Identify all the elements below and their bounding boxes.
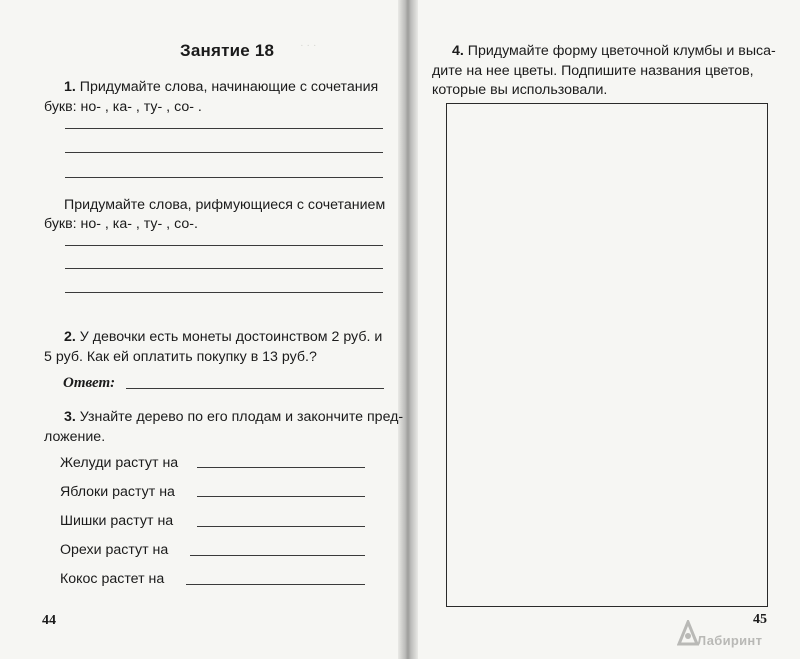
task1-line1 (64, 78, 378, 97)
answer-label: Ответ: (63, 375, 116, 391)
answer-line[interactable] (190, 555, 365, 556)
answer-line[interactable] (65, 128, 383, 129)
task2-text: У девочки есть монеты достоинством 2 руб. и (79, 329, 383, 345)
task2-line2: 5 руб. Как ей оплатить покупку в 13 руб.? (44, 349, 317, 365)
task2-number: 2. (64, 329, 76, 345)
task4-text: Придумайте форму цветочной клумбы и выса- (467, 43, 776, 59)
show-through-text: · · · (300, 40, 317, 52)
task1b-line1: Придумайте слова, рифмующиеся с сочетанием (64, 197, 386, 213)
labirint-logo-icon (677, 620, 699, 646)
sentence-cones: Шишки растут на (60, 513, 174, 529)
page-number-left: 44 (42, 613, 56, 628)
task1-text: Придумайте слова, начинающие с сочетания (79, 79, 379, 95)
answer-line[interactable] (197, 467, 365, 468)
task4-line3: которые вы использовали. (432, 82, 608, 98)
task4-line2: дите на нее цветы. Подпишите названия цветов, (432, 63, 754, 79)
task3-text: Узнайте дерево по его плодам и закончите пред- (79, 409, 404, 425)
answer-line[interactable] (197, 496, 365, 497)
watermark-text: Лабиринт (697, 633, 763, 648)
task4-line1 (452, 42, 776, 61)
task4-number: 4. (452, 43, 464, 59)
answer-line[interactable] (197, 526, 365, 527)
lesson-title: Занятие 18 (180, 41, 275, 60)
answer-line[interactable] (65, 245, 383, 246)
task3-line2: ложение. (44, 429, 106, 445)
sentence-coconut: Кокос растет на (60, 571, 165, 587)
drawing-area-frame[interactable] (446, 103, 768, 607)
task1-number: 1. (64, 79, 76, 95)
answer-line[interactable] (65, 292, 383, 293)
answer-line[interactable] (186, 584, 365, 585)
answer-line[interactable] (126, 388, 384, 389)
answer-line[interactable] (65, 177, 383, 178)
book-spine (398, 0, 418, 659)
sentence-acorns: Желуди растут на (60, 455, 179, 471)
task3-line1 (64, 408, 403, 427)
task1b-line2: букв: но- , ка- , ту- , со-. (44, 216, 198, 232)
task3-number: 3. (64, 409, 76, 425)
sentence-nuts: Орехи растут на (60, 542, 169, 558)
task2-line1 (64, 328, 382, 347)
answer-line[interactable] (65, 268, 383, 269)
sentence-apples: Яблоки растут на (60, 484, 175, 500)
answer-line[interactable] (65, 152, 383, 153)
page-number-right: 45 (753, 612, 767, 627)
task1-line2: букв: но- , ка- , ту- , со- . (44, 99, 202, 115)
